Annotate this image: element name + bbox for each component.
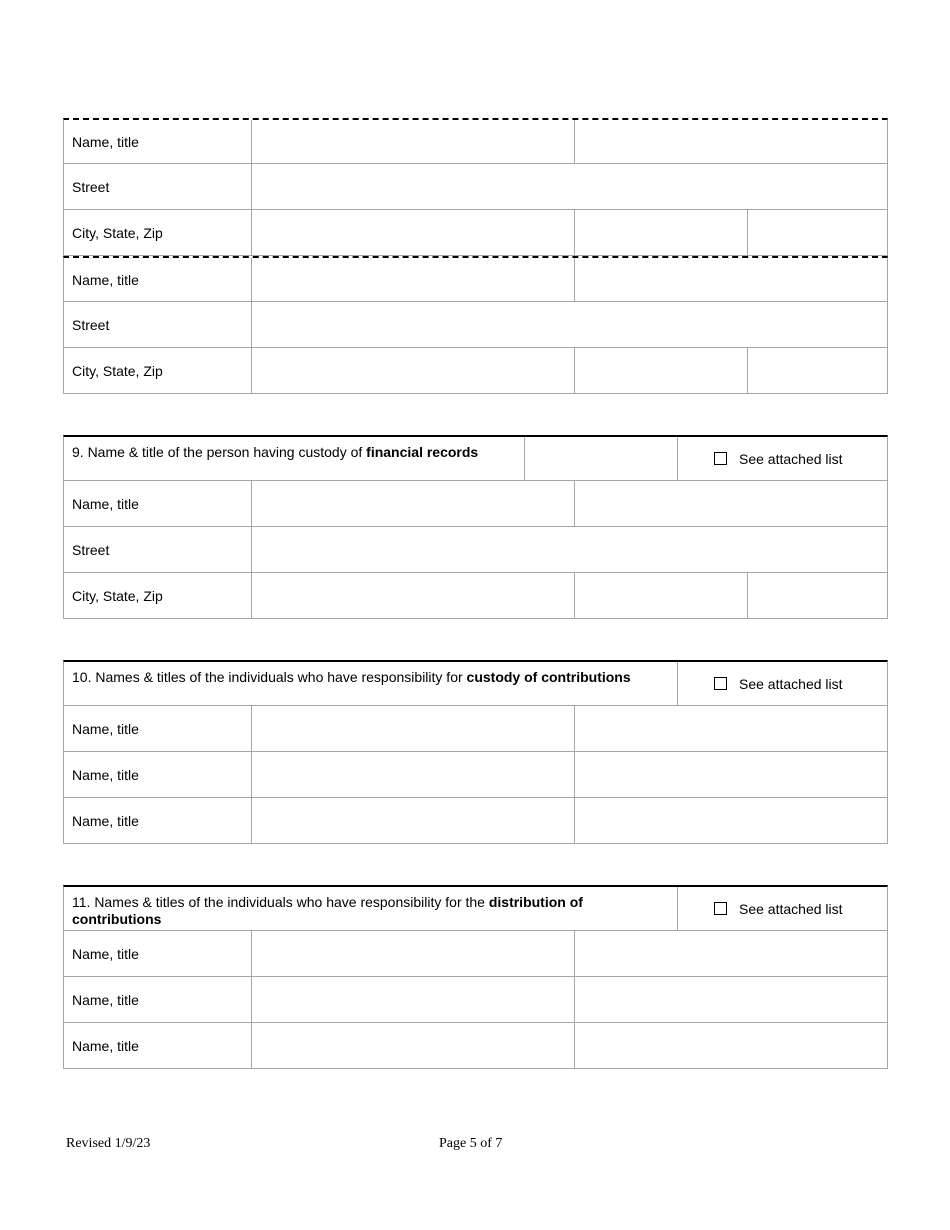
see-attached-list-option[interactable] [678, 437, 887, 480]
title-input[interactable] [575, 481, 887, 526]
city-state-zip-label: City, State, Zip [72, 362, 163, 379]
name-input[interactable] [252, 1023, 574, 1068]
question-9-extra-field[interactable] [525, 437, 677, 480]
question-11-text: 11. Names & titles of the individuals who have responsibility for the distribution of contributions [72, 894, 583, 927]
question-9-block [63, 435, 888, 619]
name-title-label: Name, title [72, 991, 139, 1008]
see-attached-checkbox[interactable] [714, 902, 727, 915]
street-row [63, 527, 888, 573]
question-11-block [63, 885, 888, 1069]
name-title-row [63, 481, 888, 527]
title-input[interactable] [575, 258, 887, 301]
city-state-zip-row [63, 573, 888, 619]
street-input[interactable] [252, 527, 887, 572]
street-label: Street [72, 178, 110, 195]
street-input[interactable] [252, 164, 887, 209]
title-input[interactable] [575, 931, 887, 976]
zip-input[interactable] [748, 210, 887, 255]
city-input[interactable] [252, 348, 574, 393]
title-input[interactable] [575, 977, 887, 1022]
see-attached-checkbox[interactable] [714, 452, 727, 465]
name-input[interactable] [252, 481, 574, 526]
name-title-label: Name, title [72, 133, 139, 150]
name-title-label: Name, title [72, 812, 139, 829]
name-title-row [63, 256, 888, 302]
see-attached-list-option[interactable] [678, 662, 887, 705]
name-title-row [63, 931, 888, 977]
name-title-row [63, 977, 888, 1023]
state-input[interactable] [575, 210, 747, 255]
name-title-label: Name, title [72, 766, 139, 783]
street-row [63, 164, 888, 210]
revised-date: Revised 1/9/23 [66, 1136, 151, 1151]
city-state-zip-row [63, 348, 888, 394]
state-input[interactable] [575, 348, 747, 393]
name-title-label: Name, title [72, 720, 139, 737]
question-10-header [63, 660, 888, 706]
city-input[interactable] [252, 573, 574, 618]
title-input[interactable] [575, 1023, 887, 1068]
name-input[interactable] [252, 120, 574, 163]
name-title-row [63, 706, 888, 752]
page-number: Page 5 of 7 [439, 1136, 503, 1151]
name-title-row [63, 118, 888, 164]
state-input[interactable] [575, 573, 747, 618]
title-input[interactable] [575, 798, 887, 843]
name-title-label: Name, title [72, 271, 139, 288]
city-state-zip-label: City, State, Zip [72, 224, 163, 241]
question-9-text: 9. Name & title of the person having custody of financial records [72, 444, 479, 460]
see-attached-list-option[interactable] [678, 887, 887, 930]
city-state-zip-row [63, 210, 888, 256]
name-input[interactable] [252, 752, 574, 797]
see-attached-label: See attached list [739, 450, 843, 467]
title-input[interactable] [575, 706, 887, 751]
name-title-label: Name, title [72, 1037, 139, 1054]
address-block-top [63, 118, 888, 394]
name-title-label: Name, title [72, 495, 139, 512]
name-input[interactable] [252, 258, 574, 301]
name-input[interactable] [252, 977, 574, 1022]
see-attached-label: See attached list [739, 900, 843, 917]
street-row [63, 302, 888, 348]
name-title-row [63, 752, 888, 798]
name-input[interactable] [252, 798, 574, 843]
street-input[interactable] [252, 302, 887, 347]
street-label: Street [72, 316, 110, 333]
name-title-label: Name, title [72, 945, 139, 962]
city-input[interactable] [252, 210, 574, 255]
question-10-block [63, 660, 888, 844]
zip-input[interactable] [748, 348, 887, 393]
question-11-header [63, 885, 888, 931]
name-title-row [63, 798, 888, 844]
name-input[interactable] [252, 706, 574, 751]
question-9-header [63, 435, 888, 481]
see-attached-checkbox[interactable] [714, 677, 727, 690]
city-state-zip-label: City, State, Zip [72, 587, 163, 604]
name-title-row [63, 1023, 888, 1069]
title-input[interactable] [575, 120, 887, 163]
street-label: Street [72, 541, 110, 558]
zip-input[interactable] [748, 573, 887, 618]
name-input[interactable] [252, 931, 574, 976]
question-10-text: 10. Names & titles of the individuals who have responsibility for custody of contributions [72, 669, 631, 685]
title-input[interactable] [575, 752, 887, 797]
see-attached-label: See attached list [739, 675, 843, 692]
